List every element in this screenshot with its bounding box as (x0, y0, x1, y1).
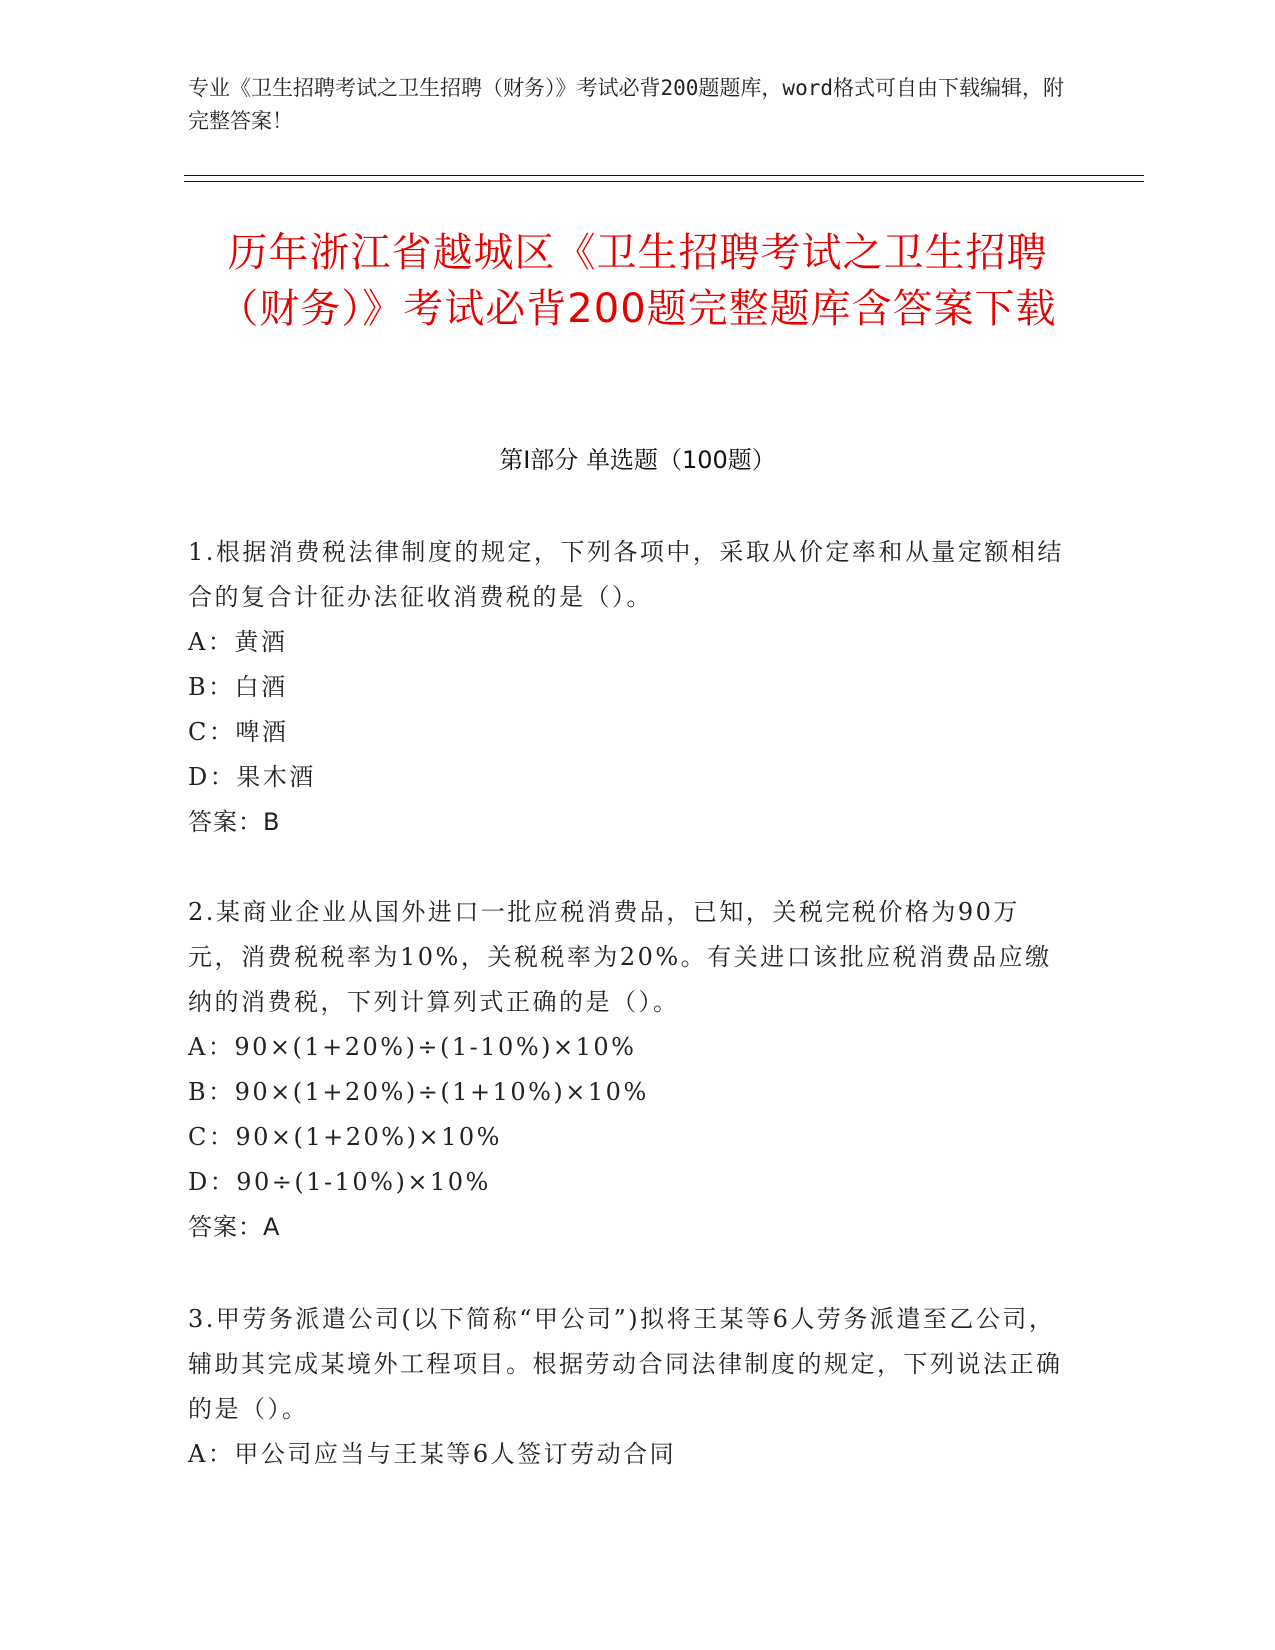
option-c: C：90×(1+20%)×10% (188, 1123, 502, 1151)
option-d: D：90÷(1-10%)×10% (188, 1168, 491, 1196)
option-c: C：啤酒 (188, 718, 289, 746)
option-b: B：90×(1+20%)÷(1+10%)×10% (188, 1078, 649, 1106)
question-2 (188, 890, 1068, 1250)
question-3 (188, 1297, 1068, 1477)
option-a: A：90×(1+20%)÷(1-10%)×10% (188, 1033, 637, 1061)
answer: 答案：A (188, 1213, 281, 1241)
header-note: 专业《卫生招聘考试之卫生招聘（财务）》考试必背200题题库，word格式可自由下载编辑，附完整答案！ (188, 76, 1064, 133)
header-divider-top (184, 175, 1144, 176)
document-title: 历年浙江省越城区《卫生招聘考试之卫生招聘（财务）》考试必背200题完整题库含答案下载 (218, 230, 1057, 332)
header-divider-bottom (184, 181, 1144, 182)
question-1 (188, 530, 1068, 845)
option-a: A：黄酒 (188, 628, 288, 656)
option-b: B：白酒 (188, 673, 288, 701)
section-heading: 第Ⅰ部分 单选题（100题） (499, 446, 776, 474)
option-d: D：果木酒 (188, 763, 316, 791)
question-stem: 3.甲劳务派遣公司(以下简称“甲公司”)拟将王某等6人劳务派遣至乙公司，辅助其完成某境外工程项目。根据劳动合同法律制度的规定，下列说法正确的是（）。 (188, 1305, 1063, 1423)
option-a: A：甲公司应当与王某等6人签订劳动合同 (188, 1440, 677, 1468)
question-stem: 2.某商业企业从国外进口一批应税消费品，已知，关税完税价格为90万元，消费税税率为10%，关税税率为20%。有关进口该批应税消费品应缴纳的消费税，下列计算列式正确的是（）。 (188, 898, 1052, 1016)
answer: 答案：B (188, 808, 281, 836)
question-stem: 1.根据消费税法律制度的规定，下列各项中，采取从价定率和从量定额相结合的复合计征办法征收消费税的是（）。 (188, 538, 1064, 611)
